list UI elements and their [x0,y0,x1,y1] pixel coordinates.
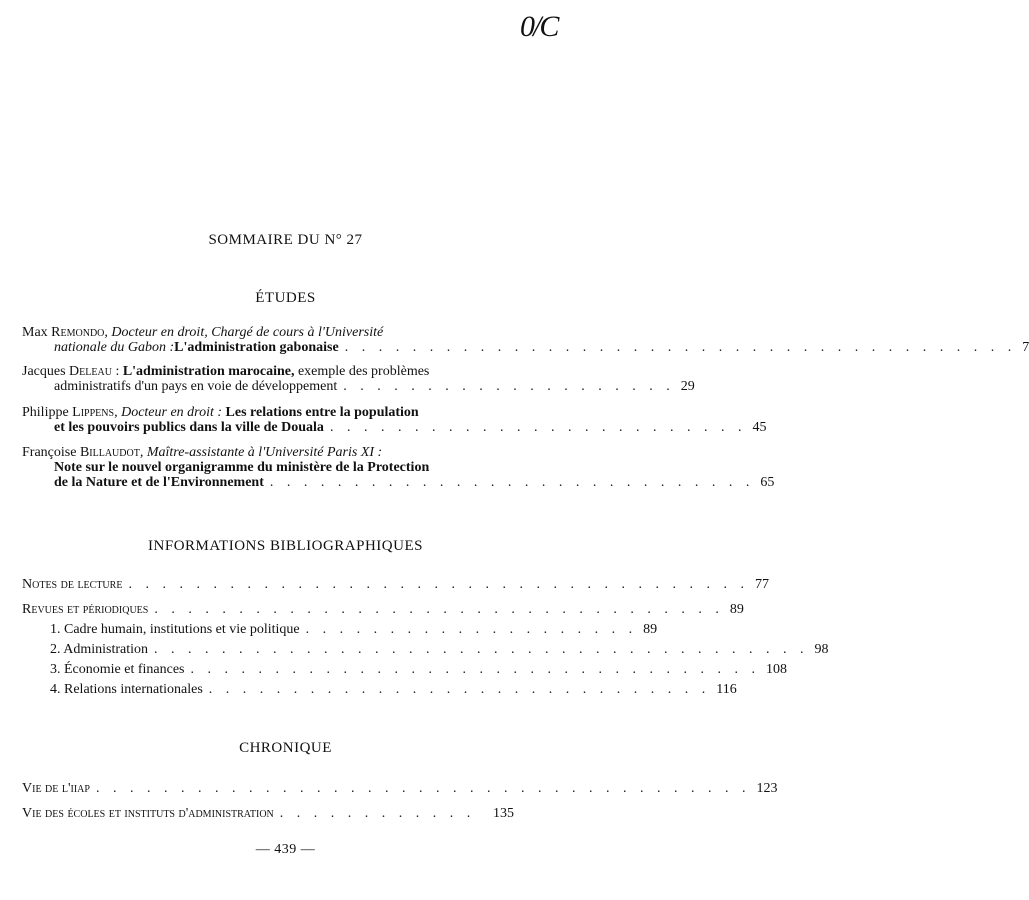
article-title-cont: et les pouvoirs publics dans la ville de Douala [54,420,324,435]
author-last: Billaudot [79,445,140,460]
page-number: 65 [760,475,775,490]
author-last: Remondo [51,325,105,340]
revues-label: Revues et périodiques [22,602,149,617]
article-subtitle-cont: administratifs d'un pays en voie de développement [54,379,338,394]
author-affiliation: nationale du Gabon : [54,340,175,355]
page-number: 7 [1022,340,1029,355]
article-title: Les relations entre la population [222,405,419,420]
leader-dots: . . . . . . . . . . . . . . . . . . . . . . . . . . . . . [269,475,755,490]
author-first: Max [22,325,52,340]
author-title: , Docteur en droit, Chargé de cours à l'Université [104,325,384,340]
chronique-label: Vie de l'iiap [22,781,90,796]
etude-entry-billaudot [22,445,775,490]
page-number: 108 [766,662,788,677]
article-title: Note sur le nouvel organigramme du ministère de la Protection [54,460,430,475]
page-number: 123 [756,781,778,796]
page-number: 45 [752,420,767,435]
leader-dots: . . . . . . . . . . . . . . . . . . . . . . . . . . . . . . . . . . . . . . . [95,781,751,796]
leader-dots: . . . . . . . . . . . . [279,806,476,821]
author-title: , Maître-assistante à l'Université Paris XI : [139,445,383,460]
author-last: Deleau [69,364,112,379]
leader-dots: . . . . . . . . . . . . . . . . . . . . . . . . . . . . . . . . . . . . . . . . [344,340,1017,355]
chronique-row-iiap [22,781,778,797]
handwritten-mark: 0/C [520,10,558,43]
notes-label: Notes de lecture [22,577,123,592]
author-first: Philippe [22,405,73,420]
page-number: 98 [814,642,829,657]
item-label: 1. Cadre humain, institutions et vie politique [50,622,300,637]
etude-entry-remondo [22,325,1029,355]
etude-entry-deleau [22,364,695,394]
summary-title: SOMMAIRE DU N° 27 [208,232,363,248]
chronique-row-ecoles [22,806,514,822]
folio: — 439 — [255,842,316,857]
leader-dots: . . . . . . . . . . . . . . . . . . . . [305,622,638,637]
leader-dots: . . . . . . . . . . . . . . . . . . . . [343,379,675,394]
author-first: Jacques [22,364,70,379]
chronique-heading: CHRONIQUE [239,740,332,756]
etude-entry-lippens [22,405,767,435]
item-label: 4. Relations internationales [50,682,203,697]
page-number: 29 [680,379,695,394]
leader-dots: . . . . . . . . . . . . . . . . . . . . . . . . . . . . . . [208,682,711,697]
page-number: 89 [729,602,744,617]
revues-subitems [50,622,829,702]
item-label: 3. Économie et finances [50,662,185,677]
article-title: L'administration gabonaise [174,340,339,355]
revues-row [22,602,744,618]
author-last: Lippens [72,405,115,420]
page-number: 135 [493,806,514,821]
article-title-cont: de la Nature et de l'Environnement [54,475,264,490]
page-number: 89 [643,622,658,637]
page-number: 116 [716,682,737,697]
author-first: Françoise [22,445,80,460]
leader-dots: . . . . . . . . . . . . . . . . . . . . . . . . . . . . . . . . . . . . . . . [154,642,809,657]
author-title: , Docteur en droit : [114,405,223,420]
chronique-label: Vie des écoles et instituts d'administration [22,806,274,821]
item-label: 2. Administration [50,642,148,657]
leader-dots: . . . . . . . . . . . . . . . . . . . . . . . . . . . . . . . . . . [154,602,724,617]
list-item [50,642,829,662]
etudes-heading: ÉTUDES [255,290,316,306]
list-item [50,682,737,702]
separator: : [111,364,123,379]
leader-dots: . . . . . . . . . . . . . . . . . . . . . . . . . [329,420,747,435]
article-title: L'administration marocaine, [122,364,295,379]
page-number: 77 [754,577,769,592]
article-subtitle: exemple des problèmes [294,364,430,379]
list-item [50,622,658,642]
leader-dots: . . . . . . . . . . . . . . . . . . . . . . . . . . . . . . . . . . . . . [128,577,749,592]
informations-heading: INFORMATIONS BIBLIOGRAPHIQUES [148,538,423,554]
leader-dots: . . . . . . . . . . . . . . . . . . . . . . . . . . . . . . . . . . [190,662,761,677]
list-item [50,662,788,682]
notes-row [22,577,769,593]
